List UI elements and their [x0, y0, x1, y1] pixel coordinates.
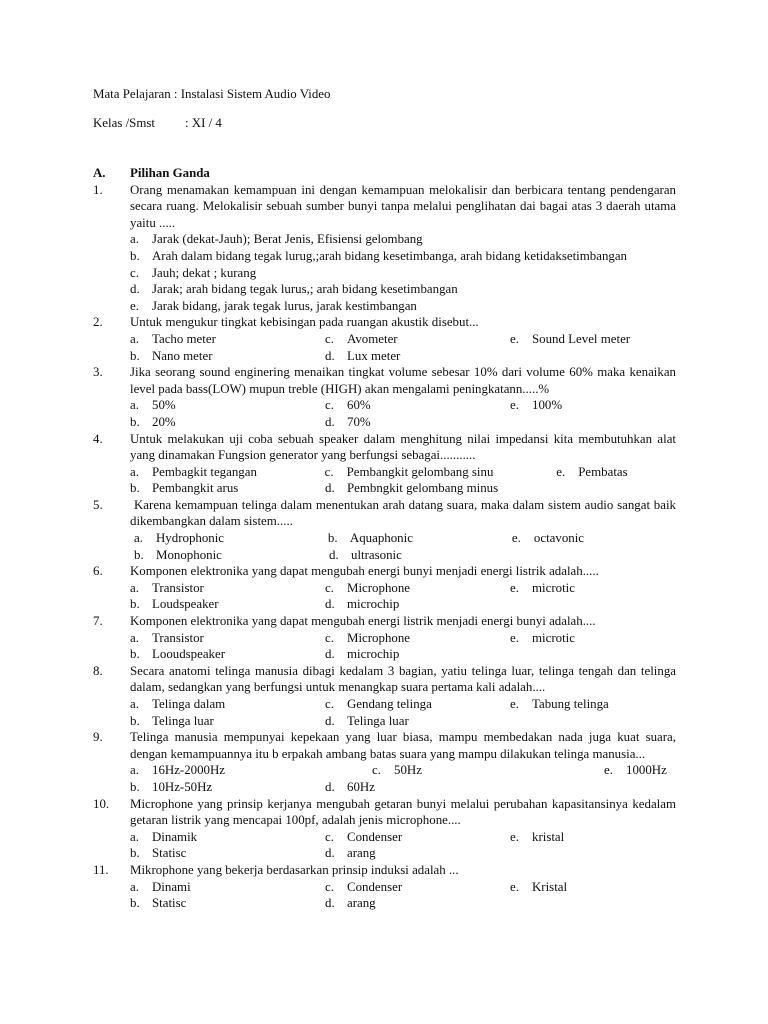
question-text: Karena kemampuan telinga dalam menentukan arah datang suara, maka dalam sistem audio sangat baik dikembangkan dalam sistem..... — [130, 497, 676, 529]
class-value: : XI / 4 — [185, 116, 222, 130]
option-letter: c. — [325, 630, 334, 645]
question-body — [130, 613, 676, 663]
answer-option — [325, 845, 510, 862]
class-label: Kelas /Smst — [93, 116, 155, 130]
answer-option — [134, 547, 329, 564]
option-text: Dinamik — [152, 829, 198, 844]
option-text: ultrasonic — [351, 547, 402, 562]
option-row — [130, 596, 676, 613]
option-text: 50% — [152, 398, 176, 413]
answer-option — [325, 580, 510, 597]
option-text: Transistor — [152, 630, 204, 645]
option-row — [130, 397, 676, 414]
question-11 — [93, 862, 678, 912]
answer-option — [130, 348, 325, 365]
answer-option — [130, 845, 325, 862]
question-number: 6. — [93, 564, 103, 579]
question-body — [130, 563, 676, 613]
option-letter: b. — [130, 597, 140, 612]
option-letter: b. — [130, 846, 140, 861]
option-letter: e. — [510, 630, 519, 645]
option-text: Microphone — [347, 630, 411, 645]
subject-label: Mata Pelajaran — [93, 87, 171, 101]
answer-option — [512, 530, 676, 547]
option-text: 10Hz-50Hz — [152, 779, 213, 794]
question-number: 3. — [93, 365, 103, 380]
question-text: Telinga manusia mempunyai kepekaan yang luar biasa, mampu membedakan nada juga kuat suara, dengan kemampuannya itu b erpakah ambang batas suara yang mampu dilakukan telinga manusia... — [130, 730, 676, 761]
option-row — [130, 248, 676, 265]
question-list — [93, 182, 678, 912]
answer-option — [130, 331, 325, 348]
question-body — [130, 862, 676, 912]
option-text: Kristal — [532, 879, 568, 894]
option-letter: d. — [325, 713, 335, 728]
option-text: Nano meter — [152, 348, 213, 363]
question-6 — [93, 563, 678, 613]
option-text: 60% — [347, 398, 371, 413]
option-text: 60Hz — [347, 779, 375, 794]
option-letter: c. — [325, 697, 334, 711]
option-text: Aquaphonic — [349, 531, 413, 546]
question-number: 2. — [93, 315, 103, 330]
multiple-choice-section — [93, 165, 678, 912]
question-number: 11. — [93, 862, 109, 877]
question-number: 5. — [93, 497, 103, 512]
answer-option — [325, 879, 510, 896]
option-letter: a. — [130, 829, 139, 844]
option-letter: e. — [510, 697, 519, 711]
option-row — [130, 265, 676, 282]
option-text: 100% — [532, 398, 563, 413]
answer-option — [130, 265, 676, 282]
answer-option — [130, 779, 325, 796]
option-row — [130, 331, 676, 348]
option-text: kristal — [532, 829, 565, 844]
question-7 — [93, 613, 678, 663]
option-text: microchip — [347, 647, 400, 662]
question-number: 4. — [93, 431, 103, 446]
question-number: 8. — [93, 663, 103, 678]
option-letter: d. — [325, 597, 335, 612]
option-text: Telinga luar — [347, 713, 409, 728]
option-text: arang — [347, 846, 376, 861]
option-row — [130, 281, 676, 298]
option-letter: a. — [130, 697, 139, 711]
answer-option — [325, 414, 510, 431]
question-body — [130, 663, 676, 729]
question-number: 1. — [93, 182, 103, 197]
option-text: Condenser — [347, 879, 403, 894]
option-letter: e. — [510, 580, 519, 595]
answer-option — [130, 298, 676, 315]
answer-option — [510, 630, 675, 647]
option-text: Looudspeaker — [152, 647, 226, 662]
answer-option — [130, 895, 325, 912]
option-row — [130, 348, 676, 365]
answer-option — [556, 464, 676, 481]
option-text: Tabung telinga — [532, 697, 609, 711]
option-letter: e. — [510, 829, 519, 844]
answer-option — [325, 464, 510, 481]
answer-option — [325, 596, 510, 613]
option-row — [130, 713, 676, 730]
question-number: 9. — [93, 730, 103, 745]
answer-option — [325, 331, 510, 348]
question-number: 10. — [93, 796, 110, 811]
option-row — [130, 580, 676, 597]
option-row — [130, 530, 676, 547]
section-heading — [93, 165, 678, 182]
option-text: octavonic — [533, 531, 585, 546]
option-text: Loudspeaker — [152, 597, 219, 612]
option-text: Arah dalam bidang tegak lurug,;arah bidang kesetimbanga, arah bidang ketidaksetimbangan — [152, 248, 628, 263]
answer-option — [130, 713, 325, 730]
question-body — [130, 497, 676, 563]
class-line — [93, 115, 222, 132]
option-letter: b. — [130, 348, 140, 363]
answer-option — [329, 547, 514, 564]
question-4 — [93, 431, 678, 497]
question-text: Mikrophone yang bekerja berdasarkan prinsip induksi adalah ... — [130, 862, 459, 877]
question-1 — [93, 182, 678, 315]
answer-option — [134, 530, 328, 547]
option-letter: c. — [325, 879, 334, 894]
option-text: 50Hz — [394, 763, 422, 778]
answer-option — [325, 397, 510, 414]
option-row — [130, 845, 676, 862]
question-2 — [93, 314, 678, 364]
option-text: Jarak bidang, jarak tegak lurus, jarak kestimbangan — [152, 298, 417, 313]
option-letter: d. — [130, 282, 140, 297]
answer-option — [130, 248, 676, 265]
option-letter: c. — [372, 763, 381, 778]
question-body — [130, 796, 676, 862]
option-letter: c. — [325, 829, 334, 844]
option-row — [130, 895, 676, 912]
option-text: 16Hz-2000Hz — [152, 763, 226, 778]
answer-option — [510, 580, 675, 597]
answer-option — [325, 348, 510, 365]
question-body — [130, 314, 676, 364]
option-letter: e. — [510, 879, 519, 894]
option-letter: e. — [604, 763, 613, 778]
option-row — [130, 547, 676, 564]
option-letter: a. — [130, 398, 139, 413]
option-text: Dinami — [152, 879, 191, 894]
section-letter: A. — [93, 166, 106, 180]
option-text: 70% — [347, 414, 371, 429]
question-text: Secara anatomi telinga manusia dibagi kedalam 3 bagian, yatiu telinga luar, telinga tengah dan telinga dalam, sedangkan yang berfungsi untuk menangkap suara pertama kali adalah.... — [130, 663, 676, 695]
option-row — [130, 779, 676, 796]
option-letter: d. — [325, 896, 335, 911]
option-text: Lux meter — [347, 348, 401, 363]
answer-option — [130, 646, 325, 663]
option-letter: e. — [510, 331, 519, 346]
question-text: Untuk melakukan uji coba sebuah speaker dalam menghitung nilai impedansi kita membutuhkan alat yang dinamakan Fungsion generator yang berfungsi sebagai........... — [130, 431, 676, 463]
option-text: Hydrophonic — [156, 531, 225, 546]
option-letter: a. — [130, 630, 139, 645]
option-letter: b. — [130, 248, 140, 263]
option-letter: d. — [325, 481, 335, 496]
option-row — [130, 879, 676, 896]
question-body — [130, 431, 676, 497]
answer-option — [604, 762, 676, 779]
answer-option — [372, 762, 604, 779]
option-text: Jarak; arah bidang tegak lurus,; arah bidang kesetimbangan — [152, 282, 458, 297]
option-text: microtic — [532, 630, 575, 645]
option-letter: d. — [325, 348, 335, 363]
answer-option — [130, 281, 676, 298]
answer-option — [325, 895, 510, 912]
option-letter: a. — [134, 531, 143, 546]
question-9 — [93, 729, 678, 795]
question-body — [130, 729, 676, 795]
question-3 — [93, 364, 678, 430]
option-row — [130, 762, 676, 779]
question-text: Microphone yang prinsip kerjanya mengubah getaran bunyi melalui perubahan kapasitansinya kedalam getaran listrik yang mencapai 100pf, adalah jenis microphone.... — [130, 796, 676, 828]
answer-option — [328, 530, 512, 547]
option-text: Statisc — [152, 896, 187, 911]
answer-option — [510, 879, 675, 896]
answer-option — [325, 630, 510, 647]
answer-option — [325, 696, 510, 713]
subject-line — [93, 86, 330, 103]
answer-option — [130, 696, 325, 713]
answer-option — [325, 779, 510, 796]
option-text: Microphone — [347, 580, 411, 595]
question-body — [130, 182, 676, 315]
subject-value: : Instalasi Sistem Audio Video — [173, 87, 331, 101]
option-row — [130, 414, 676, 431]
answer-option — [130, 829, 325, 846]
option-text: Pembngkit gelombang minus — [347, 481, 499, 496]
option-text: Jauh; dekat ; kurang — [152, 265, 257, 280]
option-letter: b. — [130, 414, 140, 429]
answer-option — [130, 414, 325, 431]
answer-option — [130, 630, 325, 647]
option-text: Telinga luar — [152, 713, 214, 728]
option-letter: e. — [130, 298, 139, 313]
option-letter: c. — [325, 398, 334, 413]
question-10 — [93, 796, 678, 862]
option-text: Sound Level meter — [532, 331, 631, 346]
option-letter: b. — [130, 481, 140, 496]
option-letter: b. — [130, 896, 140, 911]
option-row — [130, 464, 676, 481]
answer-option — [130, 480, 325, 497]
option-text: Avometer — [347, 331, 398, 346]
option-text: Condenser — [347, 829, 403, 844]
option-text: microtic — [532, 580, 575, 595]
answer-option — [325, 480, 510, 497]
answer-option — [130, 580, 325, 597]
answer-option — [130, 397, 325, 414]
option-letter: a. — [130, 331, 139, 346]
answer-option — [510, 331, 675, 348]
answer-option — [130, 879, 325, 896]
answer-option — [510, 696, 675, 713]
option-row — [130, 646, 676, 663]
option-letter: e. — [556, 464, 566, 479]
question-number: 7. — [93, 614, 103, 629]
option-text: Gendang telinga — [347, 697, 432, 711]
option-letter: b. — [130, 779, 140, 794]
option-text: Pembangkit arus — [152, 481, 239, 496]
option-text: Pembagkit tegangan — [152, 464, 257, 479]
option-text: 1000Hz — [626, 763, 667, 778]
answer-option — [325, 713, 510, 730]
option-letter: b. — [130, 647, 140, 662]
question-body — [130, 364, 676, 430]
question-text: Untuk mengukur tingkat kebisingan pada ruangan akustik disebut... — [130, 315, 479, 330]
option-letter: a. — [130, 763, 139, 778]
answer-option — [510, 397, 675, 414]
option-letter: c. — [325, 331, 334, 346]
option-text: 20% — [152, 414, 176, 429]
option-letter: a. — [130, 232, 139, 247]
option-letter: a. — [130, 464, 139, 479]
option-text: Transistor — [152, 580, 204, 595]
option-row — [130, 231, 676, 248]
option-letter: d. — [325, 846, 335, 861]
option-text: Monophonic — [156, 547, 222, 562]
question-text: Jika seorang sound enginering menaikan tingkat volume sebesar 10% dari volume 60% maka kenaikan level pada bass(LOW) mupun treble (HIGH) akan mengalami peningkatann.....% — [130, 365, 676, 396]
question-text: Komponen elektronika yang dapat mengubah energi listrik menjadi energi bunyi adalah.... — [130, 614, 596, 629]
answer-option — [325, 646, 510, 663]
answer-option — [130, 762, 372, 779]
question-5 — [93, 497, 678, 563]
option-letter: a. — [130, 580, 139, 595]
option-row — [130, 630, 676, 647]
option-letter: d. — [329, 547, 339, 562]
option-letter: d. — [325, 414, 335, 429]
option-text: Telinga dalam — [152, 697, 226, 711]
option-letter: e. — [511, 531, 521, 546]
option-letter: b. — [134, 547, 144, 562]
answer-option — [130, 231, 676, 248]
option-letter: e. — [510, 398, 519, 413]
option-row — [130, 829, 676, 846]
answer-option — [130, 464, 325, 481]
option-text: Tacho meter — [152, 331, 216, 346]
option-text: Statisc — [152, 846, 187, 861]
section-title: Pilihan Ganda — [130, 166, 210, 180]
option-letter: d. — [325, 779, 335, 794]
option-row — [130, 480, 676, 497]
option-text: Jarak (dekat-Jauh); Berat Jenis, Efisiensi gelombang — [152, 232, 423, 247]
option-text: Pembangkit gelombang sinu — [346, 464, 494, 479]
option-letter: b. — [327, 531, 338, 546]
question-text: Komponen elektronika yang dapat mengubah energi bunyi menjadi energi listrik adalah..... — [130, 564, 599, 579]
option-row — [130, 696, 676, 713]
option-letter: a. — [130, 879, 139, 894]
answer-option — [510, 829, 675, 846]
option-letter: b. — [130, 713, 140, 728]
option-text: Pembatas — [578, 464, 628, 479]
answer-option — [325, 829, 510, 846]
question-8 — [93, 663, 678, 729]
option-row — [130, 298, 676, 315]
option-letter: d. — [325, 647, 335, 662]
question-text: Orang menamakan kemampuan ini dengan kemampuan melokalisir dan berbicara tentang pendengaran secara ruang. Melokalisir sebuah sumber bunyi tanpa melalui penglihatan dai bagai atas 3 daerah utama yaitu ..... — [130, 182, 676, 230]
option-letter: c. — [130, 265, 139, 280]
option-letter: c. — [325, 580, 334, 595]
option-text: arang — [347, 896, 376, 911]
option-text: microchip — [347, 597, 400, 612]
option-letter: c. — [324, 464, 334, 479]
answer-option — [130, 596, 325, 613]
